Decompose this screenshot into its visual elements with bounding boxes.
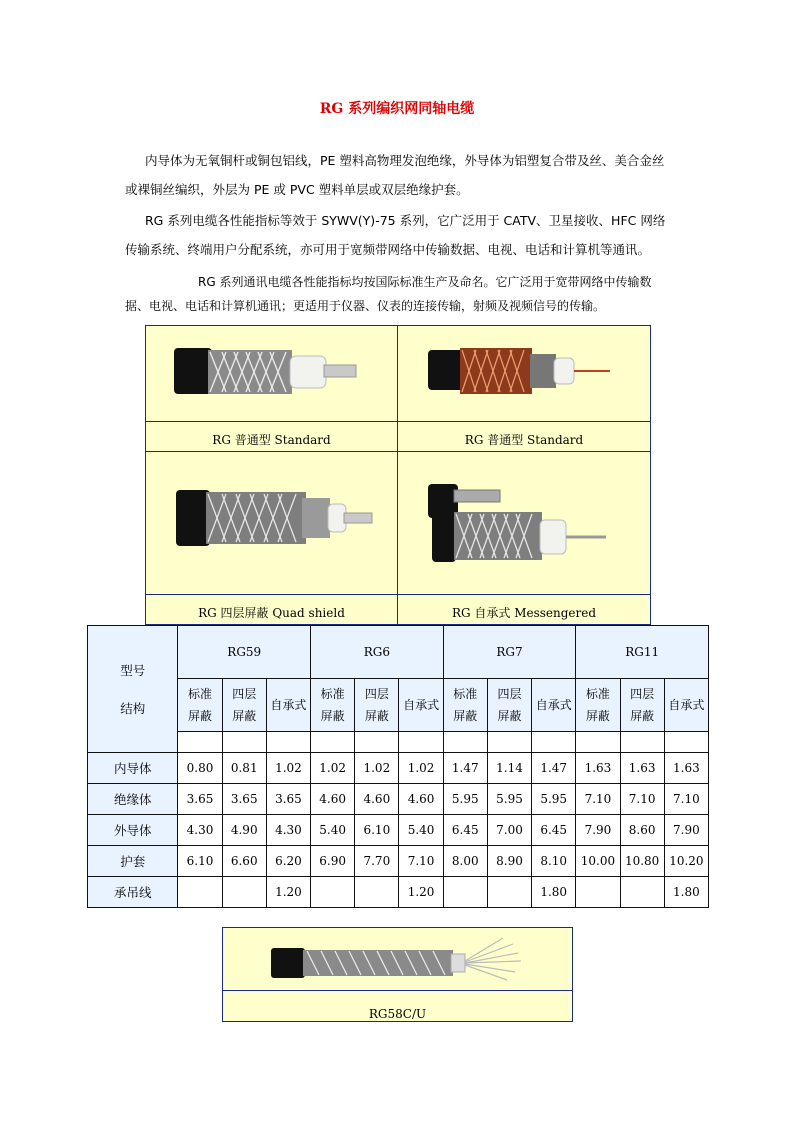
table-cell: 10.00 [576,846,620,877]
table-cell: 10.20 [664,846,708,877]
table-cell: 6.45 [532,815,576,846]
blank-cell [664,732,708,753]
table-cell: 1.63 [664,753,708,784]
row-label: 外导体 [88,815,178,846]
table-cell: 1.02 [266,753,310,784]
table-row [88,877,709,908]
sub-header-rg6-0: 标准 屏蔽 [311,679,355,732]
table-cell: 4.60 [311,784,355,815]
model-header-rg11: RG11 [576,626,709,679]
caption-messengered: RG 自承式 Messengered [398,595,651,625]
sub-header-rg7-2: 自承式 [532,679,576,732]
table-cell: 1.20 [266,877,310,908]
sub-header-rg11-0: 标准 屏蔽 [576,679,620,732]
table-cell: 1.02 [399,753,443,784]
table-cell: 6.90 [311,846,355,877]
table-row [88,815,709,846]
table-cell: 5.40 [399,815,443,846]
table-cell: 1.02 [311,753,355,784]
cable-image-grid [145,325,651,625]
coax-cable-icon [146,326,398,421]
table-cell [576,877,620,908]
blank-cell [222,732,266,753]
model-header-rg59: RG59 [178,626,311,679]
table-cell: 4.60 [355,784,399,815]
table-row [88,753,709,784]
corner-model-label: 型号 [120,663,146,678]
blank-cell [576,732,620,753]
table-cell: 7.10 [399,846,443,877]
table-cell: 1.02 [355,753,399,784]
model-header-rg6: RG6 [311,626,444,679]
table-cell: 6.45 [443,815,487,846]
sub-header-rg6-2: 自承式 [399,679,443,732]
table-cell: 5.95 [443,784,487,815]
sub-header-rg59-1: 四层 屏蔽 [222,679,266,732]
table-cell [487,877,531,908]
coax-cable-icon [223,928,572,990]
caption-rg58: RG58C/U [223,991,573,1022]
blank-cell [178,732,222,753]
table-cell [620,877,664,908]
sub-header-rg11-1: 四层 屏蔽 [620,679,664,732]
paragraph-performance: RG 系列电缆各性能指标等效于 SYWV(Y)-75 系列，它广泛用于 CATV、卫星接收、HFC 网络传输系统、终端用户分配系统，亦可用于宽频带网络中传输数据、电视、电话和计算机等通讯。 [125,213,666,257]
coax-cable-icon [398,452,651,594]
sub-header-rg11-2: 自承式 [664,679,708,732]
coax-cable-icon [146,452,398,594]
blank-cell [532,732,576,753]
paragraph-intro: 内导体为无氧铜杆或铜包铝线，PE 塑料高物理发泡绝缘，外导体为铝塑复合带及丝、美合金丝或裸铜丝编织，外层为 PE 或 PVC 塑料单层或双层绝缘护套。 [125,153,665,197]
table-cell: 6.60 [222,846,266,877]
table-cell: 7.10 [664,784,708,815]
table-cell: 7.10 [576,784,620,815]
table-cell [178,877,222,908]
table-cell [355,877,399,908]
table-cell [222,877,266,908]
table-cell: 8.00 [443,846,487,877]
cable-image-messengered [398,452,651,595]
rg58-image [223,928,573,991]
table-cell: 1.63 [620,753,664,784]
sub-header-rg7-1: 四层 屏蔽 [487,679,531,732]
model-header-rg7: RG7 [443,626,576,679]
caption-quad-shield: RG 四层屏蔽 Quad shield [146,595,398,625]
table-cell: 6.10 [355,815,399,846]
table-cell: 7.90 [576,815,620,846]
table-cell: 3.65 [266,784,310,815]
cable-image-standard-2 [398,326,651,422]
table-cell: 1.47 [443,753,487,784]
page-title: RG 系列编织网同轴电缆 [319,101,475,117]
table-cell: 4.30 [266,815,310,846]
caption-standard-1: RG 普通型 Standard [146,422,398,452]
table-cell: 7.70 [355,846,399,877]
table-cell: 1.80 [664,877,708,908]
sub-header-rg6-1: 四层 屏蔽 [355,679,399,732]
table-cell: 4.90 [222,815,266,846]
table-row [88,846,709,877]
corner-header [88,626,178,753]
rg58-image-frame [222,927,573,1022]
table-row [88,784,709,815]
table-cell: 3.65 [178,784,222,815]
table-cell: 7.90 [664,815,708,846]
table-cell: 0.81 [222,753,266,784]
cable-image-quad-shield [146,452,398,595]
spec-table [87,625,709,908]
table-cell: 5.40 [311,815,355,846]
row-label: 内导体 [88,753,178,784]
table-cell: 5.95 [487,784,531,815]
paragraph-applications: RG 系列通讯电缆各性能指标均按国际标准生产及命名。它广泛用于宽带网络中传输数据、电视、电话和计算机通讯；更适用于仪器、仪表的连接传输，射频及视频信号的传输。 [125,275,652,313]
table-cell: 1.63 [576,753,620,784]
table-cell: 1.14 [487,753,531,784]
table-cell: 5.95 [532,784,576,815]
blank-cell [399,732,443,753]
table-cell: 1.80 [532,877,576,908]
table-cell: 4.60 [399,784,443,815]
table-cell [443,877,487,908]
table-cell: 8.90 [487,846,531,877]
row-label: 承吊线 [88,877,178,908]
table-cell: 10.80 [620,846,664,877]
table-cell: 6.20 [266,846,310,877]
blank-cell [487,732,531,753]
sub-header-rg59-2: 自承式 [266,679,310,732]
table-cell: 6.10 [178,846,222,877]
blank-cell [311,732,355,753]
table-cell: 1.47 [532,753,576,784]
blank-cell [266,732,310,753]
table-cell: 3.65 [222,784,266,815]
sub-header-rg59-0: 标准 屏蔽 [178,679,222,732]
blank-cell [355,732,399,753]
caption-standard-2: RG 普通型 Standard [398,422,651,452]
corner-structure-label: 结构 [120,701,146,716]
cable-image-standard-1 [146,326,398,422]
coax-cable-icon [398,326,651,421]
table-cell: 7.00 [487,815,531,846]
table-cell [311,877,355,908]
table-cell: 8.10 [532,846,576,877]
table-cell: 4.30 [178,815,222,846]
blank-cell [620,732,664,753]
sub-header-rg7-0: 标准 屏蔽 [443,679,487,732]
table-cell: 8.60 [620,815,664,846]
table-cell: 1.20 [399,877,443,908]
blank-cell [443,732,487,753]
table-cell: 0.80 [178,753,222,784]
table-cell: 7.10 [620,784,664,815]
row-label: 护套 [88,846,178,877]
row-label: 绝缘体 [88,784,178,815]
